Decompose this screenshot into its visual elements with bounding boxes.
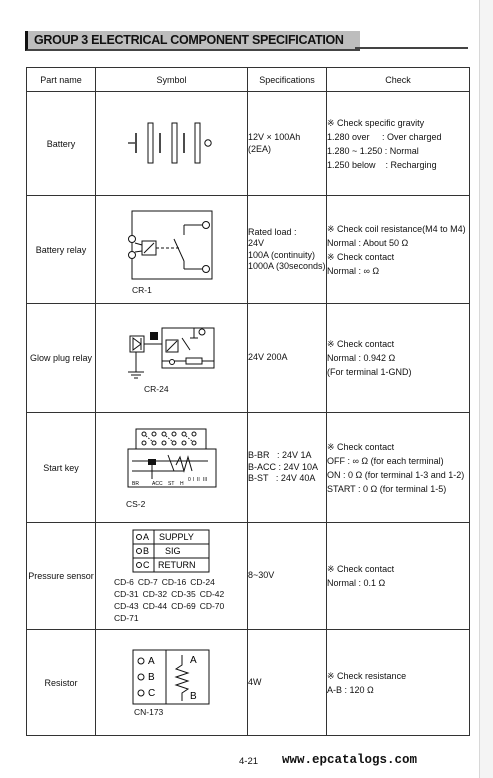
spec-line: 24V	[248, 238, 265, 248]
check-line: ※ Check resistance	[327, 670, 407, 681]
part-name: Start key	[27, 413, 96, 523]
check-line: ※ Check contact	[327, 251, 395, 262]
table-row-resistor	[27, 630, 470, 736]
spec-line: B-BR : 24V 1A	[248, 450, 312, 461]
check-line: Normal : About 50 Ω	[327, 237, 409, 248]
glow-plug-relay-symbol-icon	[122, 322, 222, 384]
symbol-cell	[96, 523, 248, 630]
spec-line: 12V × 100Ah	[248, 132, 301, 142]
table-row-battery	[27, 92, 470, 196]
check-line: Normal : ∞ Ω	[327, 265, 380, 276]
check-line: 1.280 ~ 1.250 : Normal	[327, 145, 419, 156]
connector-ref: CD-32	[142, 588, 168, 599]
pin-letter: C	[143, 559, 150, 570]
spec-cell	[248, 523, 327, 630]
check-cell	[327, 92, 470, 196]
check-line: OFF : ∞ Ω (for each terminal)	[327, 455, 444, 466]
table-header-row	[27, 68, 470, 92]
pin-function: SUPPLY	[159, 531, 194, 542]
symbol-cell	[96, 413, 248, 523]
symbol-cell	[96, 630, 248, 736]
symbol-cell	[96, 92, 248, 196]
key-label: 0	[187, 476, 191, 483]
spec-line: 100A (continuity)	[248, 249, 316, 260]
header-specifications: Specifications	[248, 68, 327, 92]
spec-line: 1000A (30seconds)	[248, 261, 326, 271]
check-line: ※ Check contact	[327, 339, 395, 349]
check-line: Normal : 0.1 Ω	[327, 578, 386, 588]
header-symbol: Symbol	[96, 68, 248, 92]
spec-line: B-ACC : 24V 10A	[248, 461, 319, 472]
key-label: ST	[167, 480, 174, 487]
check-line: ※ Check contact	[327, 441, 395, 452]
connector-ref: CR-1	[132, 284, 152, 295]
spec-line: (2EA)	[248, 143, 272, 154]
terminal-label: B	[190, 690, 197, 702]
key-label: ACC	[151, 480, 163, 487]
connector-ref: CD-44	[142, 600, 168, 611]
page-title: GROUP 3 ELECTRICAL COMPONENT SPECIFICATION	[25, 31, 360, 51]
connector-ref: CD-24	[190, 576, 215, 587]
spec-table	[26, 67, 470, 736]
table-row-battery-relay	[27, 196, 470, 304]
connector-ref: CD-6	[114, 576, 134, 587]
check-line: START : 0 Ω (for terminal 1-5)	[327, 483, 447, 494]
connector-ref: CD-71	[114, 612, 139, 623]
check-line: ※ Check specific gravity	[327, 117, 425, 128]
start-key-symbol-icon	[122, 427, 222, 499]
key-label: II	[196, 476, 200, 483]
check-line: Normal : 0.942 Ω	[327, 353, 396, 363]
header-part-name: Part name	[27, 68, 96, 92]
connector-ref: CD-31	[114, 588, 139, 599]
symbol-cell	[96, 196, 248, 304]
pin-letter: B	[143, 545, 150, 556]
spec-cell	[248, 196, 327, 304]
pin-letter: A	[148, 655, 155, 667]
resistor-symbol-icon	[132, 649, 212, 705]
battery-symbol-icon	[122, 113, 222, 173]
connector-ref: CD-70	[199, 600, 225, 611]
key-label: BR	[131, 480, 139, 487]
check-line: 1.280 over : Over charged	[327, 131, 442, 142]
spec-cell	[248, 630, 327, 736]
check-cell	[327, 304, 470, 413]
key-label: III	[202, 476, 207, 483]
check-cell	[327, 196, 470, 304]
part-name: Glow plug relay	[27, 304, 96, 413]
connector-ref: CS-2	[126, 498, 146, 509]
check-cell	[327, 630, 470, 736]
connector-ref: CN-173	[134, 706, 164, 717]
spec-cell	[248, 413, 327, 523]
connector-ref: CD-7	[137, 576, 158, 587]
terminal-label: A	[190, 654, 197, 666]
pressure-sensor-symbol-icon	[132, 529, 212, 573]
key-label: H	[179, 480, 184, 487]
check-line: ON : 0 Ω (for terminal 1-3 and 1-2)	[327, 469, 465, 480]
pin-letter: C	[148, 687, 156, 699]
check-cell	[327, 523, 470, 630]
part-name: Battery	[27, 92, 96, 196]
site-watermark: www.epcatalogs.com	[282, 753, 418, 767]
connector-ref: CD-42	[199, 588, 225, 599]
pin-function: RETURN	[158, 559, 196, 570]
pin-letter: B	[148, 671, 155, 683]
connector-ref: CD-69	[171, 600, 196, 611]
spec-line: 4W	[248, 676, 262, 687]
title-rule	[355, 47, 468, 49]
battery-relay-symbol-icon	[124, 205, 220, 285]
connector-ref: CD-35	[171, 588, 196, 599]
spec-line: Rated load :	[248, 226, 297, 237]
spec-cell	[248, 92, 327, 196]
table-row-pressure-sensor	[27, 523, 470, 630]
check-line: A-B : 120 Ω	[327, 684, 374, 695]
side-scrollbar[interactable]	[479, 0, 493, 778]
pin-letter: A	[143, 531, 150, 542]
connector-ref: CD-43	[114, 600, 139, 611]
page-number: 4-21	[239, 756, 259, 767]
table-row-glow-plug-relay	[27, 304, 470, 413]
part-name: Battery relay	[27, 196, 96, 304]
check-line: ※ Check coil resistance(M4 to M4)	[327, 223, 466, 234]
header-check: Check	[327, 68, 470, 92]
spec-cell	[248, 304, 327, 413]
spec-line: B-ST : 24V 40A	[248, 473, 316, 484]
check-line: 1.250 below : Recharging	[327, 159, 437, 170]
spec-line: 24V 200A	[248, 352, 288, 363]
check-cell	[327, 413, 470, 523]
connector-list	[96, 576, 247, 624]
check-line: ※ Check contact	[327, 564, 395, 574]
check-line: (For terminal 1-GND)	[327, 367, 412, 377]
connector-ref: CD-16	[161, 576, 187, 587]
spec-line: 8~30V	[248, 570, 275, 581]
part-name: Resistor	[27, 630, 96, 736]
table-row-start-key	[27, 413, 470, 523]
connector-ref: CR-24	[144, 384, 169, 394]
key-label: I	[192, 476, 194, 483]
part-name: Pressure sensor	[27, 523, 96, 630]
symbol-cell	[96, 304, 248, 413]
pin-function: SIG	[165, 545, 181, 556]
